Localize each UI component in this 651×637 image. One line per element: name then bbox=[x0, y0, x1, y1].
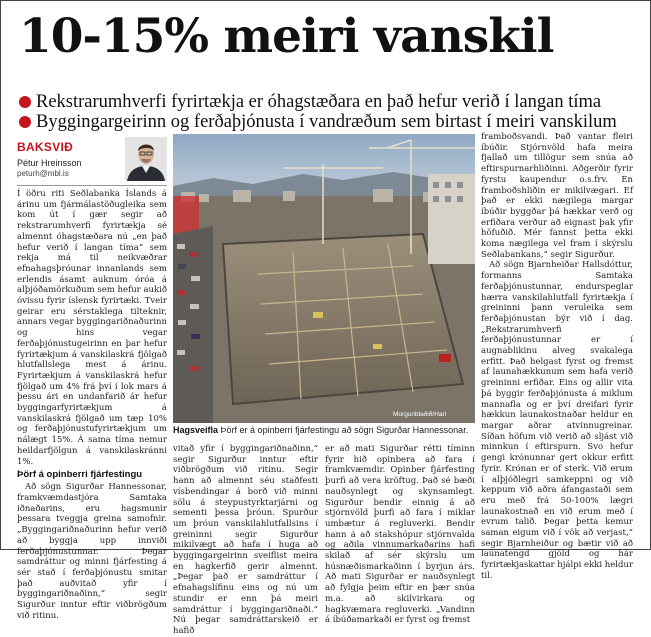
subhead-1 bbox=[19, 92, 601, 112]
bullet-dot-icon bbox=[19, 96, 31, 108]
author-name: Pétur Hreinsson bbox=[17, 158, 82, 168]
section-label: BAKSVIÐ bbox=[17, 140, 74, 154]
author-email[interactable]: peturh@mbl.is bbox=[17, 169, 69, 178]
paragraph: Að sögn Bjarnheiðar Hallsdóttur, formanns Samtaka ferðaþjónustunnar, endurspeglar hærra vanskilahlutfall fyrirtækja í greininni þann veruleika sem ferðaþjónustan býr við í dag. „Rekstrarumhverfi ferðaþjónustunnar er í augnablikinu alveg svakalega erfitt. Það helgast fyrst og fremst af launahækkunum sem hafa verið greininni erfiðar. Eins og allir vita þá byggir ferðaþjónusta á miklum mannafla og er því dreifari fyrir hækkun launakostnaðar heldur en margar aðrar atvinnugreinar. Síðan höfum við verið að sljást við minnkun í eftirspurn. Svo hefur gengi krónunnar gert okkur erfitt fyrir. Krónan er of sterk. Við erum í alþjóðlegri samkeppni og við keppum við aðra áfangastaði sem eru með frá 50-100% lægri launakostnað en við erum með í evrum talið. Þegar þetta kemur saman eigum við í vök að verjast,“ segir Bjarnheiður og bætir við að launatengd gjöld og hár fyrirtækjaskattar hjálpi ekki heldur til. bbox=[481, 260, 634, 581]
construction-site-photo bbox=[173, 134, 475, 423]
subhead-2 bbox=[19, 112, 617, 132]
article-column-4 bbox=[481, 132, 634, 581]
caption-text: Þörf er á opinberri fjárfestingu að sögn Sigurðar Hannessonar. bbox=[220, 425, 469, 435]
article-column-3 bbox=[325, 444, 475, 626]
paragraph: Í öðru riti Seðlabanka Íslands á árinu um fjármálastöðugleika sem kom út í gær segir að rekstrarumhverfi fyrirtækja sé almennt óhagstæðara nú „en það hefur verið í langan tíma“ sem rekja má til neikvæðrar efnahagsþróunar innanlands sem erlendis ásamt auknum óróa á alþjóðamörkuðum sem hefur aukið óvissu fyrir íslensk fyrirtæki. Tveir geirar eru sérstaklega tilteknir, annars vegar byggingariðnaðurinn og hins vegar ferðaþjónustugeirinn en þar hefur fyrirtækjum á vanskilaskrá fjölgað hlutfallslega mest á árinu. Fyrirtækjum á vanskilaskrá hefur fjölgað um 4% frá því í lok mars á þessu ári en undanfarið ár hefur byggingarfyrirtækjum á vanskilaskrá fjölgað um tæp 10% og ferðaþjónustufyrirtækjum um nálægt 15%. Á sama tíma nemur heildarfjölgun á vanskilaskránni 1%. bbox=[17, 189, 167, 467]
paragraph: framboðsvandi. Það vantar fleiri íbúðir. Stjórnvöld hafa meira fjallað um tillögur sem snúa að eftirspurnarhliðinni. Aðgerðir fyrir fyrstu kaupendur o.s.frv. En framboðshliðin er mikilvægari. Ef það er ekki nægilega margar íbúðir byggðar þá hækkar verð og erfiðara verður að eignast þak yfir höfuðið. Mér fannst þetta ekki koma nægilega vel fram í skýrslu Seðlabankans,“ segir Sigurður. bbox=[481, 132, 633, 260]
byline-divider bbox=[17, 185, 167, 186]
bullet-dot-icon bbox=[19, 116, 31, 128]
subhead-2-text: Byggingargeirinn og ferðaþjónusta í vandræðum sem birtast í meiri vanskilum bbox=[36, 112, 617, 132]
headline: 10-15% meiri vanskil bbox=[19, 9, 554, 64]
article-column-1 bbox=[17, 189, 167, 621]
paragraph: er að mati Sigurðar rétti tíminn fyrir hið opinbera að fara í framkvæmdir. Opinber fjárfesting þurfi að vera kröftug. Það sé bæði nauðsynlegt og skynsamlegt. Sigurður bendir einnig á að stjórnvöld þurfi að fara í miklar umbætur á regluverki. Bendir hann á að stakshópur stjórnvalda og aðila vinnumarkaðarins hafi skilað af sér skýrslu um húsnæðismarkaðinn í byrjun árs. Að mati Sigurðar er nauðsynlegt að fylgja þeim eftir en þær snúa m.a. að skilvirkara og hagkvæmara regluverki. „Vandinn á íbúðamarkaði er fyrst og fremst bbox=[325, 444, 475, 626]
article-column-2 bbox=[173, 444, 318, 636]
paragraph: Að sögn Sigurðar Hannessonar, framkvæmdastjóra Samtaka iðnaðarins, eru hagsmunir þessara tveggja greina samofnir. „Byggingariðnaðurinn hefur verið að byggja upp innviði ferðaþjónustunnar. Þegar samdráttur og minni fjárfesting á sér stað í ferðaþjónustu smitar það auðvitað yfir í byggingariðnaðinn,“ segir Sigurður inntur eftir viðbrögðum við ritinu. bbox=[17, 482, 167, 621]
photo-credit: Morgunblaðið/Hari bbox=[393, 411, 447, 418]
author-portrait bbox=[125, 137, 167, 181]
section-heading: Þörf á opinberri fjárfestingu bbox=[17, 469, 143, 481]
subhead-1-text: Rekstrarumhverfi fyrirtækja er óhagstæðara en það hefur verið í langan tíma bbox=[36, 92, 602, 112]
paragraph: vitað yfir í byggingariðnaðinn,“ segir Sigurður inntur eftir viðbrögðum við ritinu. Segir hann að almennt séu staðfesti vísbendingar á borð við minni sölu á steypustyrktarjárni og sementi þessa þróun. Spurður um þróun vanskilahlutfallsins í greininni segir Sigurður mikilvægt að hafa í huga að byggingargeirinn sveiflist meira en hagkerfið gerir almennt. „Þegar það er samdráttur í efnahagslífinu eins og nú um stundir er enn þá meiri samdráttur í byggingariðnaði.“ Nú þegar samdráttarskeið er hafið bbox=[173, 444, 318, 636]
caption-lead: Hagsveifla bbox=[173, 425, 219, 435]
photo-caption bbox=[173, 424, 475, 436]
